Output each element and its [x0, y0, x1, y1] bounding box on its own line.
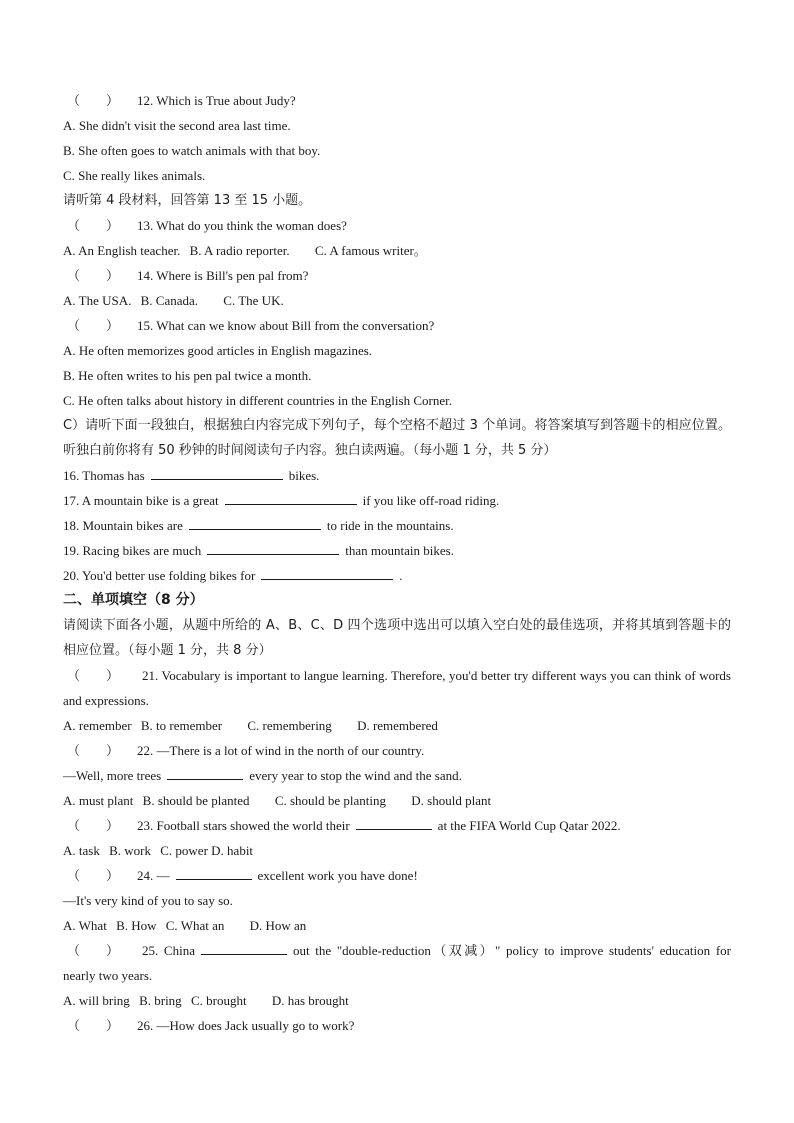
option-a: A. What — [63, 918, 107, 933]
sentence-end: every year to stop the wind and the sand. — [249, 768, 462, 783]
options-23 — [63, 838, 731, 863]
sentence-start: 20. You'd better use folding bikes for — [63, 568, 256, 583]
sentence-start: —Well, more trees — [63, 768, 162, 783]
question-24 — [63, 863, 731, 888]
option-a: A. will bring — [63, 993, 130, 1008]
options-13 — [63, 238, 731, 263]
sentence-end: bikes. — [288, 468, 320, 483]
question-16 — [63, 463, 731, 488]
options-22 — [63, 788, 731, 813]
option-c: C. brought — [190, 993, 247, 1008]
option-c: C. remembering — [247, 718, 332, 733]
answer-blank[interactable] — [261, 567, 393, 580]
option-b: B. should be planted — [142, 793, 250, 808]
question-15 — [63, 313, 731, 338]
answer-blank[interactable] — [189, 517, 321, 530]
sentence-end: excellent work you have done! — [257, 868, 418, 883]
question-19 — [63, 538, 731, 563]
option-b: B. bring — [139, 993, 182, 1008]
option-a: A. The USA. — [63, 293, 132, 308]
answer-blank[interactable] — [167, 767, 243, 780]
answer-blank[interactable] — [151, 467, 283, 480]
sentence-end: to ride in the mountains. — [326, 518, 454, 533]
question-23 — [63, 813, 731, 838]
question-stem: 13. What do you think the woman does? — [137, 218, 347, 233]
section-title: 二、单项填空（8 分） — [63, 592, 204, 608]
options-14 — [63, 288, 731, 313]
partC-intro: C）请听下面一段独白，根据独白内容完成下列句子，每个空格不超过 3 个单词。将答案填写到答题卡的相应位置。听独白前你将有 50 秒钟的时间阅读句子内容。独白读两遍。（每小题 1 分，共 5 分） — [63, 418, 731, 458]
answer-blank[interactable] — [201, 942, 287, 955]
option-a: A. He often memorizes good articles in English magazines. — [63, 343, 373, 358]
part4-intro: 请听第 4 段材料，回答第 13 至 15 小题。 — [63, 193, 312, 208]
question-stem: 21. Vocabulary is important to langue learning. Therefore, you'd better try different ways you can think of words and expressions. — [63, 668, 731, 708]
option-a: A. task — [63, 843, 100, 858]
option-c: C. A famous writer。 — [314, 243, 427, 258]
option-d: D. should plant — [411, 793, 492, 808]
sentence-end: if you like off-road riding. — [362, 493, 500, 508]
answer-bracket[interactable]: （ ） — [67, 743, 120, 758]
question-17 — [63, 488, 731, 513]
answer-blank[interactable] — [207, 542, 339, 555]
option-c: C. He often talks about history in different countries in the English Corner. — [63, 393, 452, 408]
options-25 — [63, 988, 731, 1013]
sentence-start: 17. A mountain bike is a great — [63, 493, 219, 508]
answer-bracket[interactable]: （ ） — [67, 218, 120, 233]
sentence-end: at the FIFA World Cup Qatar 2022. — [437, 818, 621, 833]
answer-blank[interactable] — [356, 817, 432, 830]
question-21 — [63, 663, 731, 713]
options-21 — [63, 713, 731, 738]
option-b: B. How — [116, 918, 157, 933]
sentence-end: than mountain bikes. — [345, 543, 454, 558]
option-b: B. work — [109, 843, 151, 858]
sentence-start: 16. Thomas has — [63, 468, 145, 483]
sentence-start: 18. Mountain bikes are — [63, 518, 183, 533]
question-13 — [63, 213, 731, 238]
question-22-line2 — [63, 763, 731, 788]
question-12 — [63, 88, 731, 113]
option-c: C. power — [160, 843, 208, 858]
option-b: B. She often goes to watch animals with that boy. — [63, 143, 321, 158]
option-c: C. The UK. — [223, 293, 284, 308]
answer-bracket[interactable]: （ ） — [67, 668, 120, 683]
answer-bracket[interactable]: （ ） — [67, 818, 120, 833]
section-intro: 请阅读下面各小题，从题中所给的 A、B、C、D 四个选项中选出可以填入空白处的最佳选项，并将其填到答题卡的相应位置。（每小题 1 分，共 8 分） — [63, 618, 731, 658]
answer-bracket[interactable]: （ ） — [67, 318, 120, 333]
option-c: C. What an — [165, 918, 225, 933]
question-18 — [63, 513, 731, 538]
option-c: C. should be planting — [274, 793, 387, 808]
sentence-start: 19. Racing bikes are much — [63, 543, 202, 558]
question-26 — [63, 1013, 731, 1038]
sentence-start: 25. China — [142, 943, 195, 958]
option-b: B. Canada. — [140, 293, 199, 308]
answer-bracket[interactable]: （ ） — [67, 268, 120, 283]
sentence-start: 23. Football stars showed the world their — [137, 818, 350, 833]
question-stem: 22. —There is a lot of wind in the north of our country. — [137, 743, 425, 758]
option-c: C. She really likes animals. — [63, 168, 206, 183]
exam-page — [63, 88, 731, 1038]
answer-bracket[interactable]: （ ） — [67, 943, 120, 958]
answer-blank[interactable] — [176, 867, 252, 880]
option-d: D. How an — [249, 918, 307, 933]
question-stem: 15. What can we know about Bill from the conversation? — [137, 318, 435, 333]
option-d: D. habit — [211, 843, 254, 858]
option-a: A. She didn't visit the second area last time. — [63, 118, 291, 133]
question-stem: 26. —How does Jack usually go to work? — [137, 1018, 355, 1033]
option-d: D. remembered — [357, 718, 438, 733]
answer-blank[interactable] — [225, 492, 357, 505]
sentence-start: 24. — — [137, 868, 170, 883]
question-22 — [63, 738, 731, 763]
option-a: A. must plant — [63, 793, 134, 808]
question-14 — [63, 263, 731, 288]
question-stem: 14. Where is Bill's pen pal from? — [137, 268, 309, 283]
answer-bracket[interactable]: （ ） — [67, 93, 120, 108]
option-d: D. has brought — [271, 993, 349, 1008]
option-a: A. remember — [63, 718, 132, 733]
answer-bracket[interactable]: （ ） — [67, 1018, 120, 1033]
option-b: B. A radio reporter. — [189, 243, 290, 258]
question-25 — [63, 938, 731, 988]
option-a: A. An English teacher. — [63, 243, 181, 258]
answer-bracket[interactable]: （ ） — [67, 868, 120, 883]
question-stem: 12. Which is True about Judy? — [137, 93, 296, 108]
question-20 — [63, 563, 731, 588]
options-24 — [63, 913, 731, 938]
option-b: B. to remember — [140, 718, 223, 733]
sentence-end: . — [399, 568, 403, 583]
option-b: B. He often writes to his pen pal twice a month. — [63, 368, 312, 383]
question-24-line2: —It's very kind of you to say so. — [63, 893, 233, 908]
sentence-end: out the "double-reduction（双减）" policy to improve students' education for nearly two years. — [63, 943, 731, 983]
